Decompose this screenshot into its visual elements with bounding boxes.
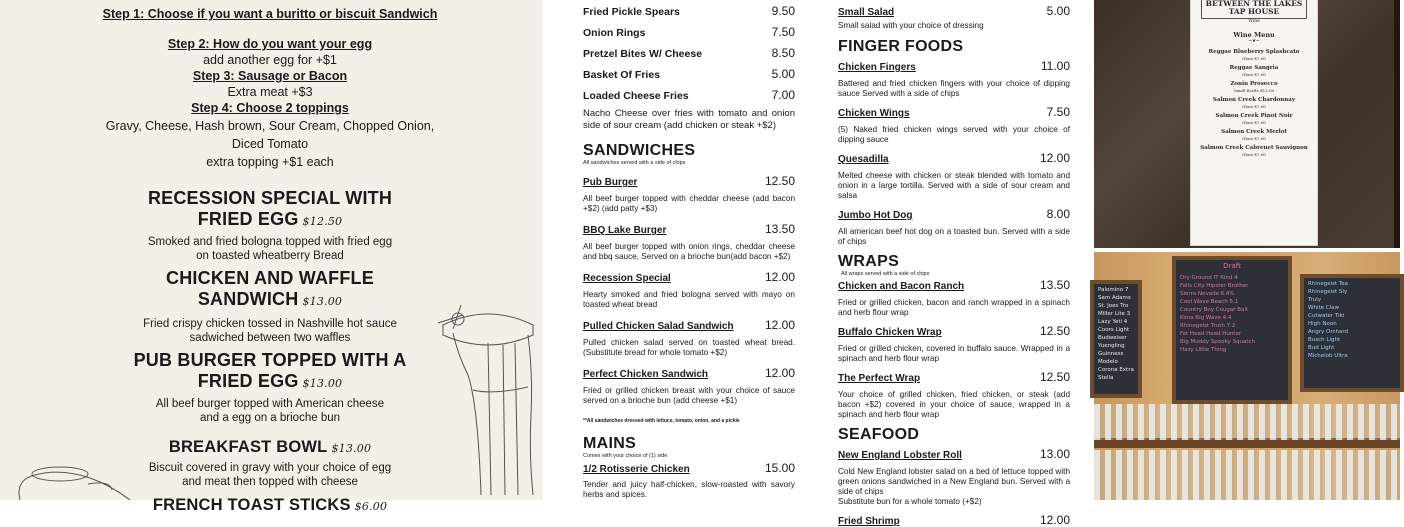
item-desc: Fried or grilled chicken, covered in buffalo sauce. Wrapped in a spinach and herb flour wrap	[838, 344, 1070, 363]
special-desc-2: sadwiched between two waffles	[189, 332, 351, 344]
wine-price: Small Bottle $12.00	[1233, 88, 1275, 93]
item-desc-note: Substitute bun for a whole tomato (+$2)	[838, 497, 982, 506]
menu-item	[838, 4, 1070, 31]
item-price: 7.50	[1046, 105, 1070, 119]
section-note: All wraps served with a side of chips	[841, 271, 930, 277]
item-price: 13.50	[1039, 278, 1070, 292]
breakfast-menu-panel	[0, 0, 543, 514]
wine-name: Salmon Creek Pinot Noir	[1215, 113, 1293, 119]
item-name: Perfect Chicken Sandwich	[583, 369, 709, 380]
item-name: The Perfect Wrap	[838, 373, 921, 384]
wine-item	[1191, 97, 1317, 109]
item-name: Fried Shrimp	[838, 516, 900, 527]
special-item	[0, 188, 540, 263]
chalkboard-center-text	[1176, 272, 1288, 356]
item-price: 9.50	[771, 4, 795, 18]
item-name: Chicken and Bacon Ranch	[838, 281, 965, 292]
wine-price: Glass $7.00	[1242, 72, 1266, 77]
menu-item	[838, 370, 1070, 420]
sandwich-footnote: **All sandwiches dressed with lettuce, tomato, onion, and a pickle	[583, 418, 740, 424]
special-title: PUB BURGER TOPPED WITH A	[133, 350, 407, 370]
chalk-line: Rhinegeist Sly	[1308, 289, 1348, 295]
chalk-line: Angry Orchard	[1308, 329, 1349, 335]
step-3: Step 3: Sausage or Bacon	[192, 69, 348, 83]
chalk-line: Rhinegeist Tea	[1308, 281, 1349, 287]
step-1: Step 1: Choose if you want a buritto or biscuit Sandwich	[102, 7, 438, 21]
chalkboard-left	[1090, 280, 1142, 398]
menu-item	[583, 461, 795, 500]
chalk-line: Stella	[1098, 375, 1114, 381]
menu-item	[838, 207, 1070, 247]
item-desc: Pulled chicken salad served on toasted wheat bread. (Substitute bread for whole tomato +$2)	[583, 338, 795, 357]
menu-item	[838, 105, 1070, 145]
item-name: Fried Pickle Spears	[583, 6, 680, 18]
wine-item	[1191, 129, 1317, 141]
menu-item	[583, 67, 795, 81]
chalk-line: Corona Extra	[1098, 367, 1134, 373]
chalk-line: Miller Lite 3	[1098, 311, 1131, 317]
wine-name: Zonin Prosecco	[1230, 81, 1278, 87]
chalk-line: Modelo	[1098, 359, 1118, 365]
wine-name: Reggae Blueberry Splashcato	[1208, 49, 1300, 55]
item-name: Basket Of Fries	[583, 69, 661, 81]
chalk-line: Fat Head Head Hunter	[1180, 331, 1242, 337]
menu-item	[838, 151, 1070, 201]
menu-item	[583, 222, 795, 262]
item-price: 15.00	[764, 461, 795, 475]
glass-row	[1094, 404, 1400, 440]
chalk-line: Coors Light	[1098, 327, 1130, 333]
item-desc: Fried or grilled chicken breast with your choice of sauce served on a brioche bun (add cheese +$1)	[583, 386, 795, 405]
section-title-finger-foods: FINGER FOODS	[838, 38, 964, 55]
wine-item	[1191, 49, 1317, 61]
wine-price: Glass $7.00	[1242, 56, 1266, 61]
chalk-line: Falls City Hipster Brother	[1180, 283, 1249, 289]
item-name: Jumbo Hot Dog	[838, 210, 913, 221]
item-desc: Your choice of grilled chicken, fried chicken, or steak (add bacon +$2) covered in your choice of sauce, wrapped in a spinach and herb flour wrap	[838, 390, 1070, 419]
chalk-line: Palomino 7	[1098, 287, 1129, 293]
special-desc-2: and meat then topped with cheese	[182, 476, 358, 488]
section-note: Comes with your choice of (1) side	[583, 453, 668, 459]
section-title-mains: MAINS	[583, 435, 637, 452]
menu-item	[838, 447, 1070, 507]
item-name: Buffalo Chicken Wrap	[838, 327, 942, 338]
chalkboard-photo	[1094, 252, 1400, 500]
wine-name: Reggae Sangria	[1229, 65, 1279, 71]
item-name: Quesadilla	[838, 154, 889, 165]
step-2-extra: add another egg for +$1	[203, 53, 337, 67]
special-desc: Biscuit covered in gravy with your choice of egg	[148, 462, 392, 474]
item-desc: All beef burger topped with cheddar cheese (add bacon +$2) (add patty +$3)	[583, 194, 795, 213]
wine-item	[1191, 65, 1317, 77]
item-desc: Battered and fried chicken fingers with your choice of dipping sauce Served with a side of chips	[838, 79, 1070, 98]
chalk-line: High Noon	[1308, 321, 1337, 327]
special-price: $13.00	[302, 295, 343, 308]
toppings-line-2: Diced Tomato	[231, 137, 309, 151]
wine-menu-paper	[1190, 0, 1318, 246]
chalk-line: Yuengling	[1098, 343, 1125, 349]
special-desc: All beef burger topped with American cheese	[155, 398, 385, 410]
chalk-line: Lazy Yeti 4	[1098, 319, 1128, 325]
chalk-line: St. Joes Tro	[1098, 303, 1129, 309]
wine-item	[1191, 113, 1317, 125]
chalkboard-right	[1300, 274, 1404, 392]
step-2: Step 2: How do you want your egg	[167, 37, 373, 51]
chalk-line: Guinness	[1098, 351, 1124, 357]
chalk-line: Sierra Nevada 6.4%	[1180, 291, 1235, 297]
item-price: 12.50	[1039, 370, 1070, 384]
item-price: 12.00	[1039, 513, 1070, 527]
item-desc: Small salad with your choice of dressing	[838, 21, 984, 30]
item-price: 8.50	[771, 46, 795, 60]
special-desc: Smoked and fried bologna topped with fried egg	[147, 236, 393, 248]
chalk-line: Truly	[1308, 297, 1322, 303]
wine-menu-title: Wine Menu	[1233, 31, 1275, 39]
chalk-line: Michelob Ultra	[1308, 353, 1348, 359]
chalk-line: Kona Big Wave 4.4	[1180, 315, 1232, 321]
item-price: 12.00	[764, 318, 795, 332]
item-desc: Tender and juicy half-chicken, slow-roasted with savory herbs and spices.	[583, 480, 795, 499]
chalkboard-right-text	[1304, 278, 1400, 362]
section-title-sandwiches: SANDWICHES	[583, 142, 696, 159]
special-title: FRENCH TOAST STICKS	[152, 496, 351, 514]
chalk-line: Big Muddy Spooky Squatch	[1180, 339, 1255, 345]
menu-item	[838, 513, 1070, 527]
special-desc-2: and a egg on a brioche bun	[199, 412, 341, 424]
chalk-line: Hazy Little Thing	[1180, 347, 1227, 353]
wine-menu-sub: Wine	[1248, 19, 1260, 24]
wine-name: Salmon Creek Cabrenet Sauvignon	[1200, 145, 1308, 151]
special-price: $13.00	[302, 377, 343, 390]
wine-name: Salmon Creek Chardonnay	[1212, 97, 1296, 103]
item-price: 13.50	[764, 222, 795, 236]
item-desc: Fried or grilled chicken, bacon and ranch wrapped in a spinach and herb flour wrap	[838, 298, 1070, 317]
item-name: Small Salad	[838, 7, 895, 18]
wine-menu-header: BETWEEN THE LAKES TAP HOUSE	[1201, 0, 1307, 19]
chalk-line: Rhinegeist Truth 7.2	[1180, 323, 1236, 329]
item-desc: Melted cheese with chicken or steak blended with tomato and onion in a large tortilla. Served with a side of sour cream and salsa	[838, 171, 1070, 200]
chalk-line: Cutwater Tiki	[1308, 313, 1345, 319]
item-name: 1/2 Rotisserie Chicken	[583, 464, 690, 475]
item-desc: Nacho Cheese over fries with tomato and onion side of sour cream (add chicken or steak +$2)	[583, 108, 795, 131]
menu-item	[583, 88, 795, 102]
item-price: 12.50	[764, 174, 795, 188]
chalk-line: Cool Wave Beach 5.1	[1180, 299, 1239, 305]
menu-column-1	[546, 0, 818, 500]
table-edge	[1394, 0, 1400, 248]
item-price: 13.00	[1039, 447, 1070, 461]
item-price: 7.50	[771, 25, 795, 39]
wine-name: Salmon Creek Merlot	[1221, 129, 1287, 135]
item-name: BBQ Lake Burger	[583, 225, 667, 236]
menu-item	[583, 46, 795, 60]
special-title-2: SANDWICH	[197, 289, 299, 309]
section-title-wraps: WRAPS	[838, 253, 900, 270]
item-price: 12.00	[1039, 151, 1070, 165]
item-desc: (5) Naked fried chicken wings served with your choice of dipping sauce	[838, 125, 1070, 144]
special-title: BREAKFAST BOWL	[168, 438, 328, 456]
toppings-line-1: Gravy, Cheese, Hash brown, Sour Cream, Chopped Onion,	[105, 119, 435, 133]
wine-price: Glass $7.00	[1242, 136, 1266, 141]
special-title-2: FRIED EGG	[197, 209, 299, 229]
item-name: New England Lobster Roll	[838, 450, 962, 461]
item-name: Recession Special	[583, 273, 671, 284]
menu-item	[583, 270, 795, 310]
step-4: Step 4: Choose 2 toppings	[191, 101, 349, 115]
item-price: 8.00	[1046, 207, 1070, 221]
item-price: 11.00	[1040, 59, 1070, 73]
item-price: 7.00	[771, 88, 795, 102]
chalk-line: White Claw	[1308, 305, 1339, 311]
chalkboard-title: Draft	[1223, 262, 1241, 270]
special-title: RECESSION SPECIAL WITH	[147, 188, 393, 208]
item-price: 12.50	[1039, 324, 1070, 338]
item-price: 5.00	[1046, 4, 1070, 18]
item-desc: All beef burger topped with onion rings, cheddar cheese and bbq sauce, Served on a brioche bun(add bacon +$2)	[583, 242, 795, 261]
item-name: Onion Rings	[583, 27, 646, 39]
special-price: $12.50	[302, 215, 343, 228]
item-price: 12.00	[764, 270, 795, 284]
wine-price: Glass $7.00	[1242, 104, 1266, 109]
chalk-line: Dry Ground IT Kind 4	[1180, 275, 1238, 281]
item-price: 5.00	[771, 67, 795, 81]
cocktail-glass-icon	[433, 295, 543, 500]
wine-menu-photo	[1094, 0, 1400, 248]
item-desc: Cold New England lobster salad on a bed of lettuce topped with green onions sandwiched in a New England bun. Served with a side of chips	[838, 467, 1070, 496]
menu-item	[583, 4, 795, 18]
ornament-icon: ~❦~	[1248, 39, 1260, 44]
glass-row	[1094, 450, 1400, 500]
step-3-extra: Extra meat +$3	[227, 85, 313, 99]
wine-item	[1191, 81, 1317, 93]
special-price: $13.00	[331, 442, 372, 455]
menu-item	[838, 324, 1070, 364]
toppings-extra: extra topping +$1 each	[206, 155, 334, 169]
item-desc: Hearty smoked and fried bologna served with mayo on toasted wheat bread	[583, 290, 795, 309]
item-name: Chicken Fingers	[838, 62, 916, 73]
wine-price: Glass $7.00	[1242, 120, 1266, 125]
chalk-line: Budweiser	[1098, 335, 1127, 341]
item-desc: All american beef hot dog on a toasted bun. Served with a side of chips	[838, 227, 1070, 246]
special-title: CHICKEN AND WAFFLE	[166, 268, 374, 288]
item-name: Loaded Cheese Fries	[583, 90, 689, 102]
section-note: All sandwiches served with a side of chips	[583, 160, 686, 166]
chalk-line: Country Boy Cougar Bait	[1180, 307, 1249, 313]
chalk-line: Bud Light	[1308, 345, 1335, 351]
item-name: Pub Burger	[583, 177, 638, 188]
chalkboard-left-text	[1094, 284, 1138, 384]
special-desc: Fried crispy chicken tossed in Nashville hot sauce	[143, 318, 397, 330]
menu-item	[583, 25, 795, 39]
coffee-cup-icon	[0, 460, 150, 500]
item-name: Pulled Chicken Salad Sandwich	[583, 321, 734, 332]
menu-item	[583, 174, 795, 214]
chalk-line: Sam Adams	[1098, 295, 1131, 301]
menu-item	[838, 59, 1070, 99]
chalk-line: Busch Light	[1308, 337, 1341, 343]
section-title-seafood: SEAFOOD	[838, 426, 920, 443]
menu-column-2	[820, 0, 1092, 527]
special-title-2: FRIED EGG	[197, 371, 299, 391]
item-price: 12.00	[764, 366, 795, 380]
chalkboard-center	[1172, 256, 1292, 404]
wine-item	[1191, 145, 1317, 157]
item-name: Chicken Wings	[838, 108, 910, 119]
menu-item	[583, 318, 795, 358]
wine-price: Glass $7.00	[1242, 152, 1266, 157]
special-desc-2: on toasted wheatberry Bread	[196, 250, 344, 262]
menu-item	[583, 366, 795, 406]
item-name: Pretzel Bites W/ Cheese	[583, 48, 703, 60]
special-price: $6.00	[354, 500, 388, 513]
menu-item	[838, 278, 1070, 318]
